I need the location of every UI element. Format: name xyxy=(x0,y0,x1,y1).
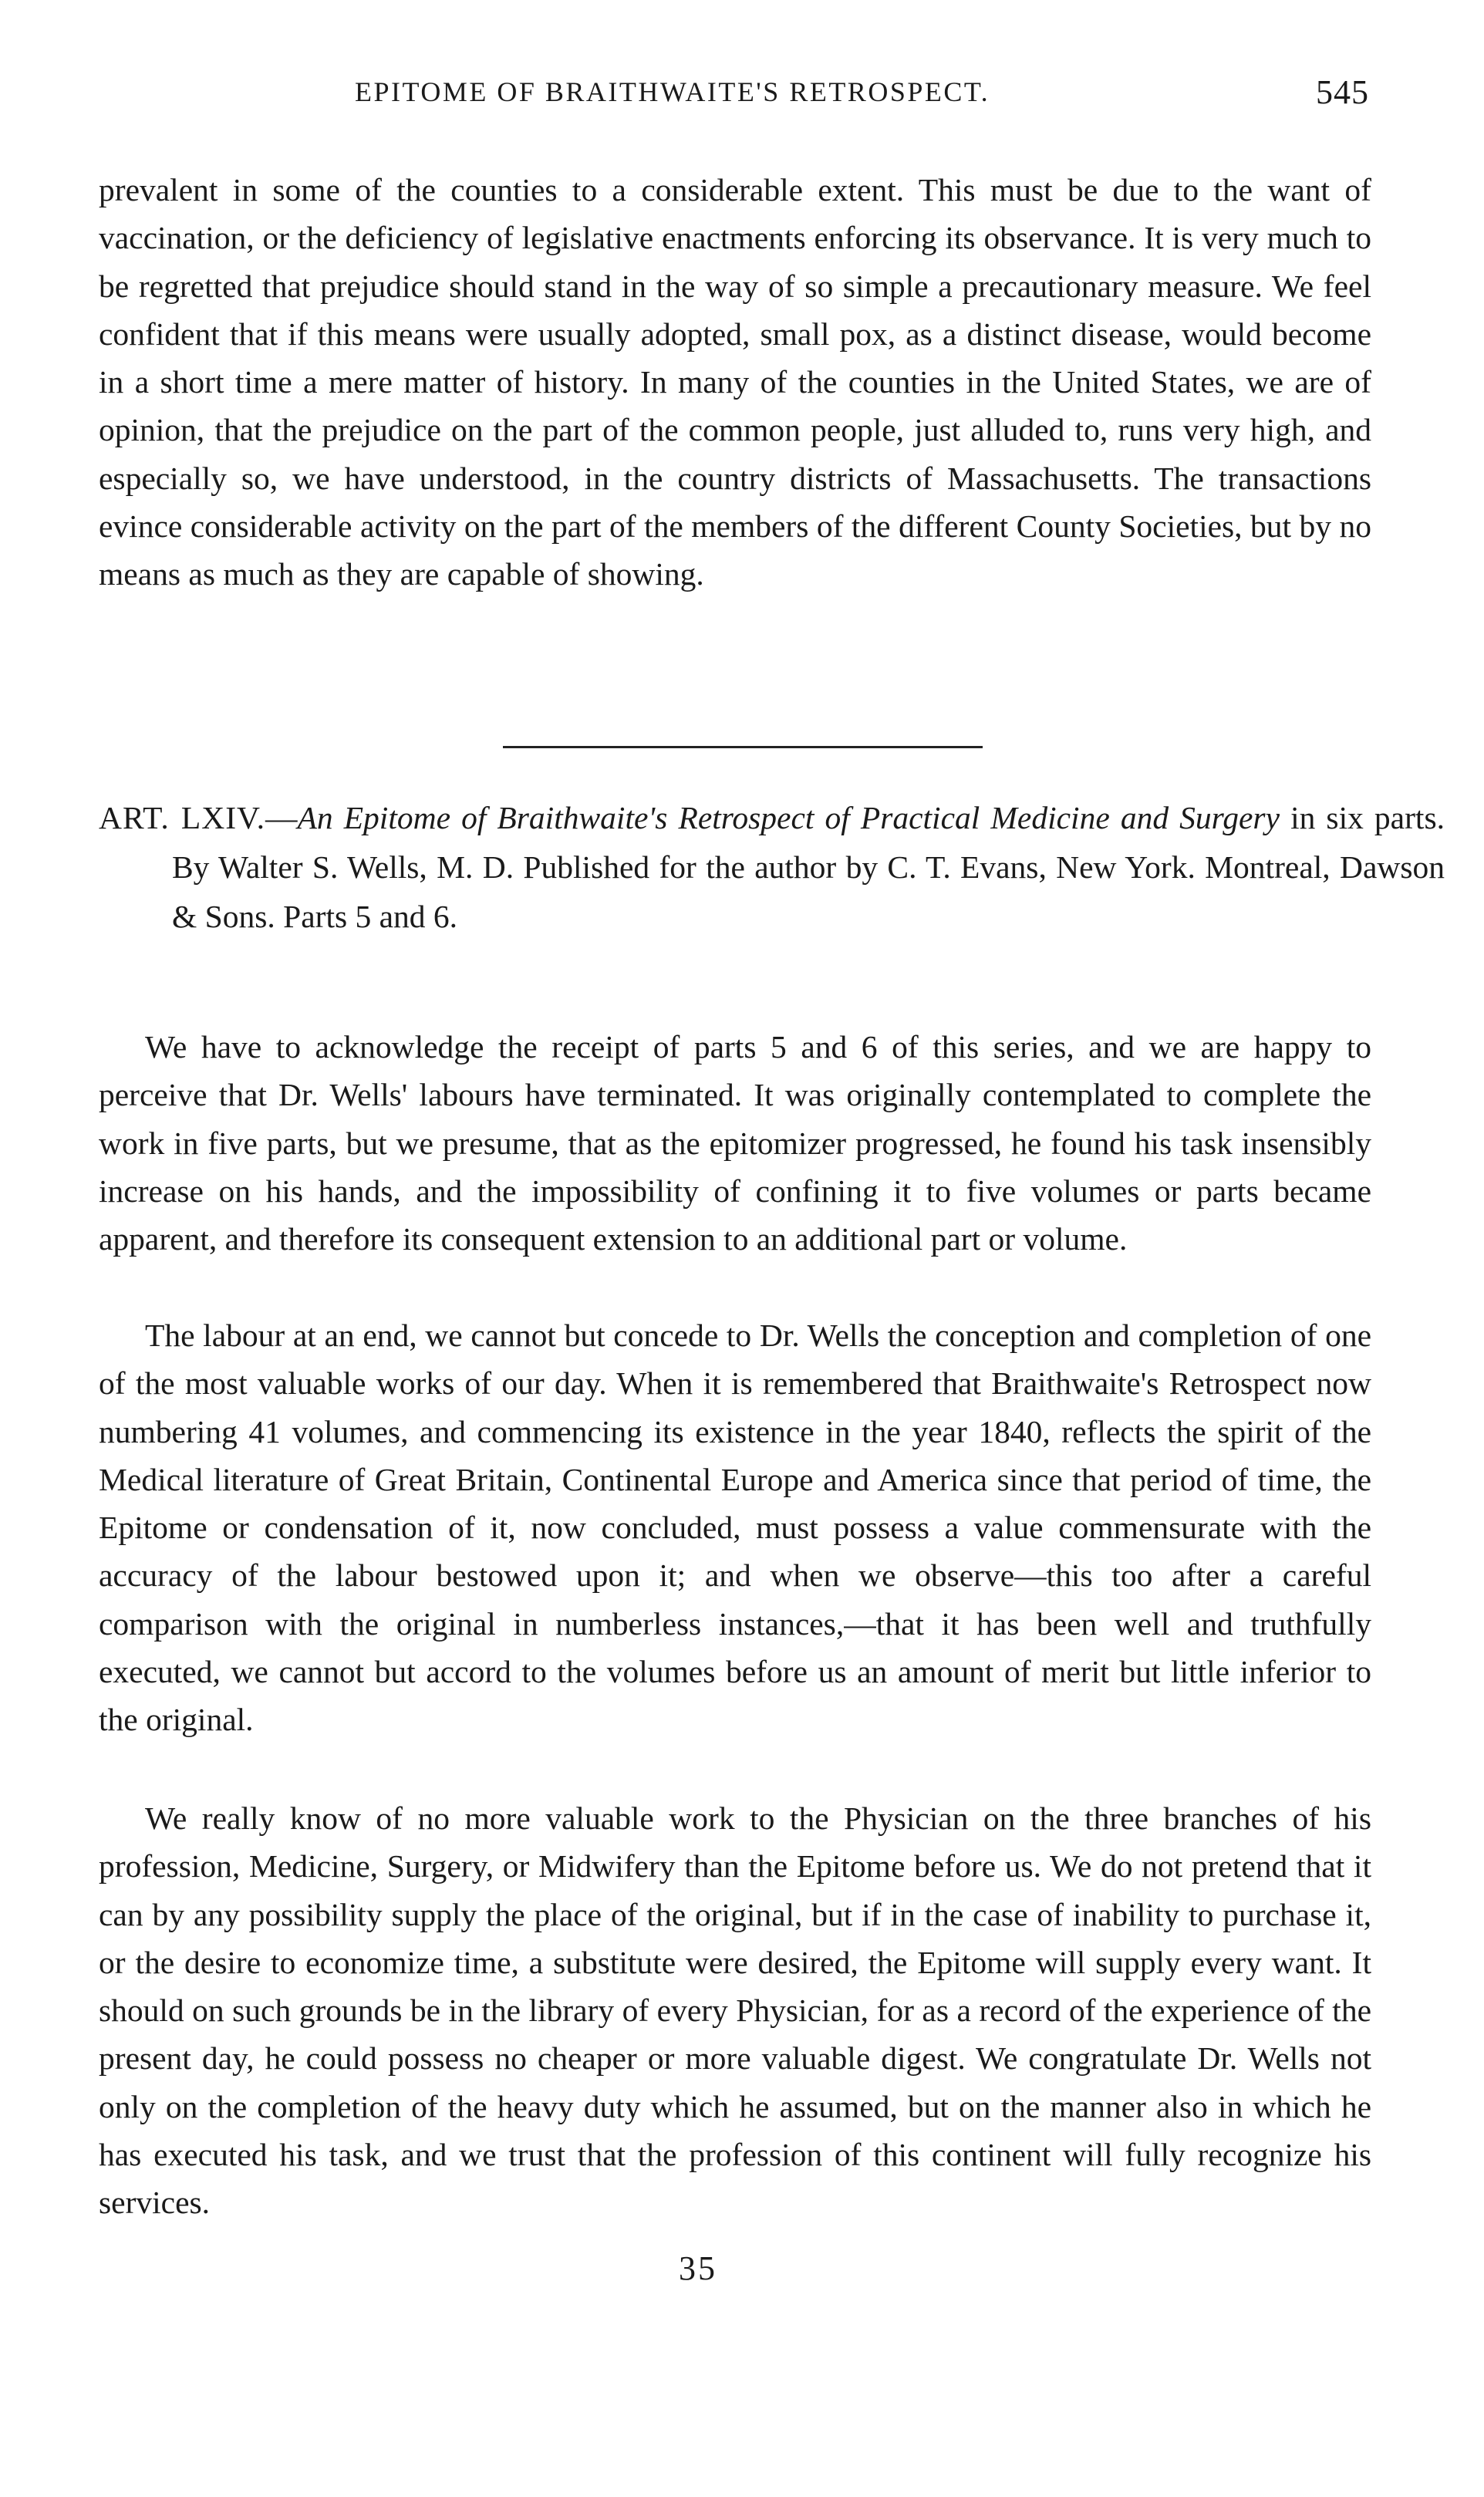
running-title: EPITOME OF BRAITHWAITE'S RETROSPECT. xyxy=(355,76,990,107)
body-paragraph-2: The labour at an end, we cannot but concede to Dr. Wells the conception and completion of one of the most valuable works of our day. When it is remembered that Braithwaite's Retrospect now numbering 41 volumes, and commencing its existence in the year 1840, reflects the spirit of the Medical literature of Great Britain, Continental Europe and America since that period of time, the Epitome or condensation of it, now concluded, must possess a value commensurate with the accuracy of the labour bestowed upon it; and when we observe—this too after a careful comparison with the original in numberless instances,—that it has been well and truthfully executed, we cannot but accord to the volumes before us an amount of merit but little inferior to the original. xyxy=(99,1318,1371,1738)
article-title: An Epitome of Braithwaite's Retrospect of Practical Medicine and Surgery xyxy=(297,800,1280,835)
article-label: ART. LXIV. xyxy=(99,800,266,835)
page-number: 545 xyxy=(1316,73,1369,111)
signature-mark: 35 xyxy=(679,2249,717,2287)
running-head xyxy=(100,73,1369,122)
article-dash: — xyxy=(265,800,298,835)
section-divider xyxy=(503,746,983,748)
intro-paragraph: prevalent in some of the counties to a considerable extent. This must be due to the want of vaccination, or the deficiency of legislative enactments enforcing its observance. It is very much to be regretted that prejudice should stand in the way of so simple a precautionary measure. We feel confident that if this means were usually adopted, small pox, as a distinct disease, would become in a short time a mere matter of history. In many of the counties in the United States, we are of opinion, that the prejudice on the part of the common people, just alluded to, runs very high, and especially so, we have understood, in the country districts of Massachusetts. The transactions evince considerable activity on the part of the members of the different County Societies, but by no means as much as they are capable of showing. xyxy=(99,172,1371,592)
body-paragraph-3: We really know of no more valuable work to the Physician on the three branches of his profession, Medicine, Surgery, or Midwifery than the Epitome before us. We do not pretend that it can by any possibility supply the place of the original, but if in the case of inability to purchase it, or the desire to economize time, a substitute were desired, the Epitome will supply every want. It should on such grounds be in the library of every Physician, for as a record of the experience of the present day, he could possess no cheaper or more valuable digest. We congratulate Dr. Wells not only on the completion of the heavy duty which he assumed, but on the manner also in which he has executed his task, and we trust that the profession of this continent will fully recognize his services. xyxy=(99,1800,1371,2221)
article-details: in six parts. By Walter S. Wells, M. D. Published for the author by C. T. Evans, New York. Montreal, Dawson & Sons. Parts 5 and 6. xyxy=(172,800,1445,934)
article-heading xyxy=(99,793,1445,941)
body-paragraph-1: We have to acknowledge the receipt of parts 5 and 6 of this series, and we are happy to perceive that Dr. Wells' labours have terminated. It was originally contemplated to complete the work in five parts, but we presume, that as the epitomizer progressed, he found his task insensibly increase on his hands, and the impossibility of confining it to five volumes or parts became apparent, and therefore its consequent extension to an additional part or volume. xyxy=(99,1029,1371,1257)
